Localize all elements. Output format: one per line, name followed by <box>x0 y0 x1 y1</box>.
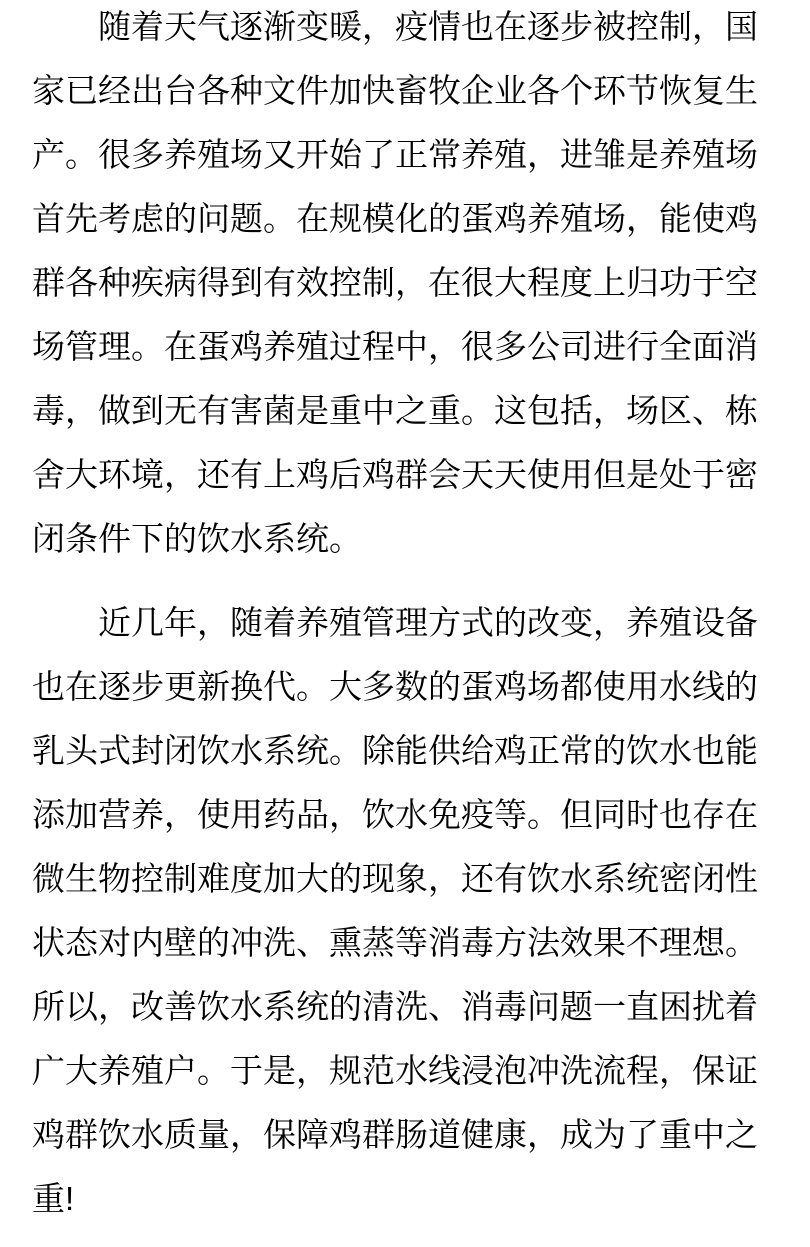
paragraph-1: 随着天气逐渐变暖，疫情也在逐步被控制，国家已经出台各种文件加快畜牧企业各个环节恢复生产。很多养殖场又开始了正常养殖，进雏是养殖场首先考虑的问题。在规模化的蛋鸡养殖场，能使鸡群各种疾病得到有效控制，在很大程度上归功于空场管理。在蛋鸡养殖过程中，很多公司进行全面消毒，做到无有害菌是重中之重。这包括，场区、栋舍大环境，还有上鸡后鸡群会天天使用但是处于密闭条件下的饮水系统。 <box>32 8 758 557</box>
paragraph-2: 近几年，随着养殖管理方式的改变，养殖设备也在逐步更新换代。大多数的蛋鸡场都使用水线的乳头式封闭饮水系统。除能供给鸡正常的饮水也能添加营养，使用药品，饮水免疫等。但同时也存在微生物控制难度加大的现象，还有饮水系统密闭性状态对内壁的冲洗、熏蒸等消毒方法效果不理想。所以，改善饮水系统的清洗、消毒问题一直困扰着广大养殖户。于是，规范水线浸泡冲洗流程，保证鸡群饮水质量，保障鸡群肠道健康，成为了重中之重! <box>32 604 758 1217</box>
